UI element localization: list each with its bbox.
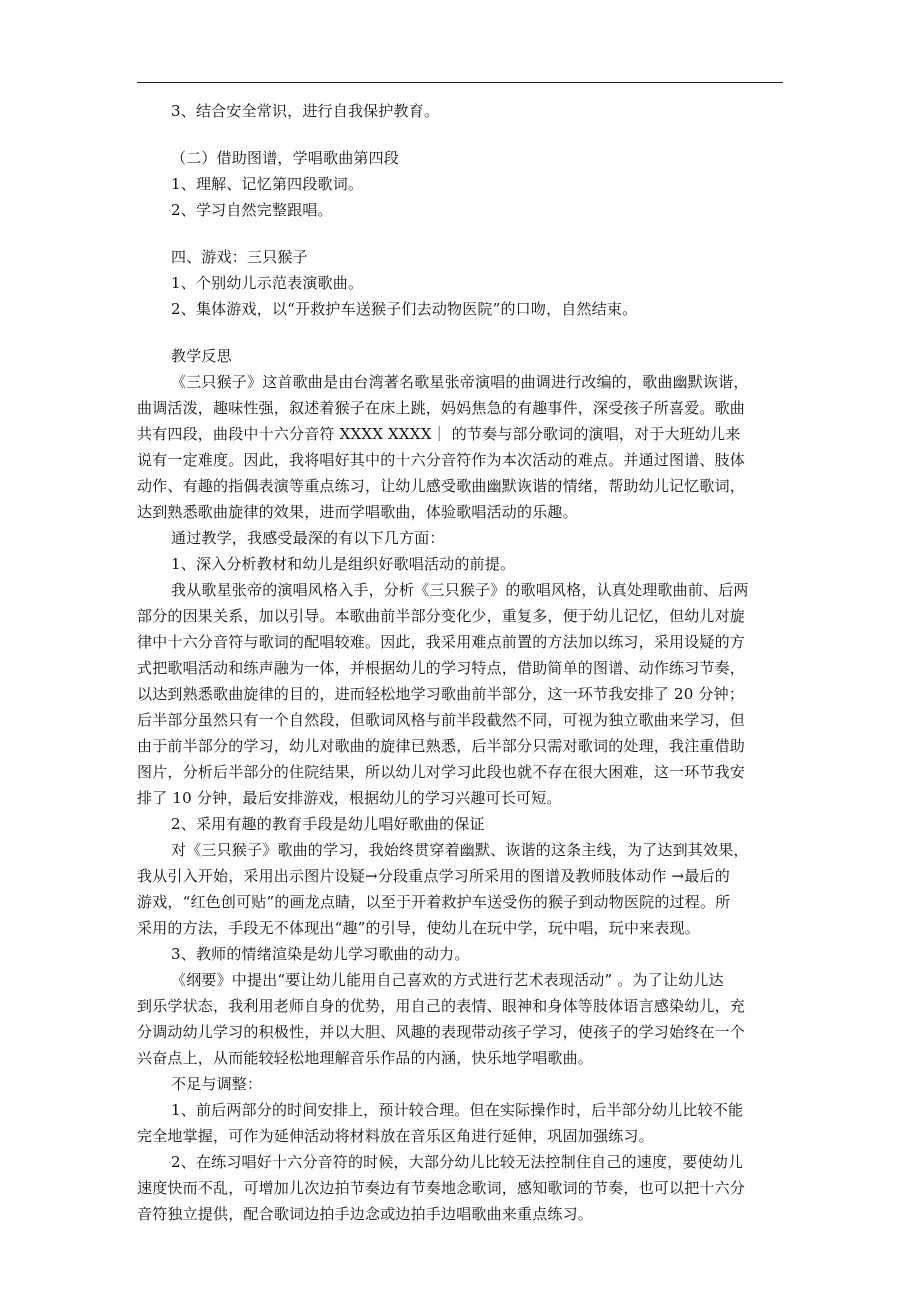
text-line: 教学反思 xyxy=(171,347,232,365)
text-line: 游戏，“红色创可贴”的画龙点睛，以至于开着救护车送受伤的猴子到动物医院的过程。所 xyxy=(137,893,731,911)
text-line: 部分的因果关系，加以引导。本歌曲前半部分变化少，重复多，便于幼儿记忆，但幼儿对旋 xyxy=(137,607,746,625)
text-line: 1、深入分析教材和幼儿是组织好歌唱活动的前提。 xyxy=(171,555,516,573)
text-line: 由于前半部分的学习，幼儿对歌曲的旋律已熟悉，后半部分只需对歌词的处理，我注重借助 xyxy=(137,737,746,755)
text-line: 采用的方法，手段无不体现出“趣”的引导，使幼儿在玩中学，玩中唱，玩中来表现。 xyxy=(137,919,700,937)
text-line: 到乐学状态，我利用老师自身的优势，用自己的表情、眼神和身体等肢体语言感染幼儿，充 xyxy=(137,997,746,1015)
text-line: 动作、有趣的指偶表演等重点练习，让幼儿感受歌曲幽默诙谐的情绪，帮助幼儿记忆歌词， xyxy=(137,477,746,495)
text-line: 达到熟悉歌曲旋律的效果，进而学唱歌曲，体验歌唱活动的乐趣。 xyxy=(137,503,578,521)
text-line: 3、教师的情绪渲染是幼儿学习歌曲的动力。 xyxy=(171,945,470,963)
text-line: 音符独立提供，配合歌词边拍手边念或边拍手边唱歌曲来重点练习。 xyxy=(137,1205,594,1223)
text-line: 说有一定难度。因此，我将唱好其中的十六分音符作为本次活动的难点。并通过图谱、肢体 xyxy=(137,451,746,469)
text-line: 1、个别幼儿示范表演歌曲。 xyxy=(171,274,364,292)
text-line: 2、学习自然完整跟唱。 xyxy=(171,201,333,219)
header-rule xyxy=(137,82,783,83)
text-line: 2、集体游戏，以“开救护车送猴子们去动物医院”的口吻，自然结束。 xyxy=(171,300,638,318)
text-line: 速度快而不乱，可增加儿次边拍节奏边有节奏地念歌词，感知歌词的节奏，也可以把十六分 xyxy=(137,1179,746,1197)
text-line: 后半部分虽然只有一个自然段，但歌词风格与前半段截然不同，可视为独立歌曲来学习，但 xyxy=(137,711,746,729)
text-line: 对《三只猴子》歌曲的学习，我始终贯穿着幽默、诙谐的这条主线，为了达到其效果， xyxy=(171,841,749,859)
text-line: 律中十六分音符与歌词的配唱较难。因此，我采用难点前置的方法加以练习，采用设疑的方 xyxy=(137,633,746,651)
document-body xyxy=(137,98,783,1227)
text-line: 以达到熟悉歌曲旋律的目的，进而轻松地学习歌曲前半部分，这一环节我安排了 20 分钟； xyxy=(137,685,745,703)
text-line: 3、结合安全常识，进行自我保护教育。 xyxy=(171,102,440,120)
text-line: 不足与调整： xyxy=(171,1075,263,1093)
text-line: 1、理解、记忆第四段歌词。 xyxy=(171,175,364,193)
text-line: 图片，分析后半部分的住院结果，所以幼儿对学习此段也就不存在很大困难，这一环节我安 xyxy=(137,763,746,781)
paragraph-gap xyxy=(137,223,783,244)
text-line: 《纲要》中提出“要让幼儿能用自己喜欢的方式进行艺术表现活动” 。为了让幼儿达 xyxy=(171,971,724,989)
text-line: 我从歌星张帝的演唱风格入手，分析《三只猴子》的歌唱风格，认真处理歌曲前、后两 xyxy=(171,581,749,599)
text-line: 式把歌唱活动和练声融为一体，并根据幼儿的学习特点，借助简单的图谱、动作练习节奏， xyxy=(137,659,746,677)
text-line: 完全地掌握，可作为延伸活动将材料放在音乐区角进行延伸，巩固加强练习。 xyxy=(137,1127,654,1145)
text-line: 兴奋点上，从而能较轻松地理解音乐作品的内涵，快乐地学唱歌曲。 xyxy=(137,1049,594,1067)
text-line: 排了 10 分钟，最后安排游戏，根据幼儿的学习兴趣可长可短。 xyxy=(137,789,562,807)
paragraph-gap xyxy=(137,124,783,145)
text-line: 《三只猴子》这首歌曲是由台湾著名歌星张帝演唱的曲调进行改编的，歌曲幽默诙谐， xyxy=(171,373,749,391)
text-line: （二）借助图谱，学唱歌曲第四段 xyxy=(171,149,400,167)
text-line: 我从引入开始，采用出示图片设疑→分段重点学习所采用的图谱及教师肢体动作 →最后的 xyxy=(137,867,730,885)
text-line: 2、在练习唱好十六分音符的时候，大部分幼儿比较无法控制住自己的速度，要使幼儿 xyxy=(171,1153,744,1171)
text-line: 四、游戏：三只猴子 xyxy=(171,248,308,266)
text-line: 1、前后两部分的时间安排上，预计较合理。但在实际操作时，后半部分幼儿比较不能 xyxy=(171,1101,744,1119)
text-line: 共有四段，曲段中十六分音符 XXXX XXXX｜ 的节奏与部分歌词的演唱，对于大班幼儿来 xyxy=(137,425,741,443)
paragraph-gap xyxy=(137,322,783,343)
text-line: 分调动幼儿学习的积极性，并以大胆、风趣的表现带动孩子学习，使孩子的学习始终在一个 xyxy=(137,1023,746,1041)
text-line: 曲调活泼，趣味性强，叙述着猴子在床上跳，妈妈焦急的有趣事件，深受孩子所喜爱。歌曲 xyxy=(137,399,746,417)
text-line: 通过教学，我感受最深的有以下几方面： xyxy=(171,529,445,547)
text-line: 2、采用有趣的教育手段是幼儿唱好歌曲的保证 xyxy=(171,815,485,833)
